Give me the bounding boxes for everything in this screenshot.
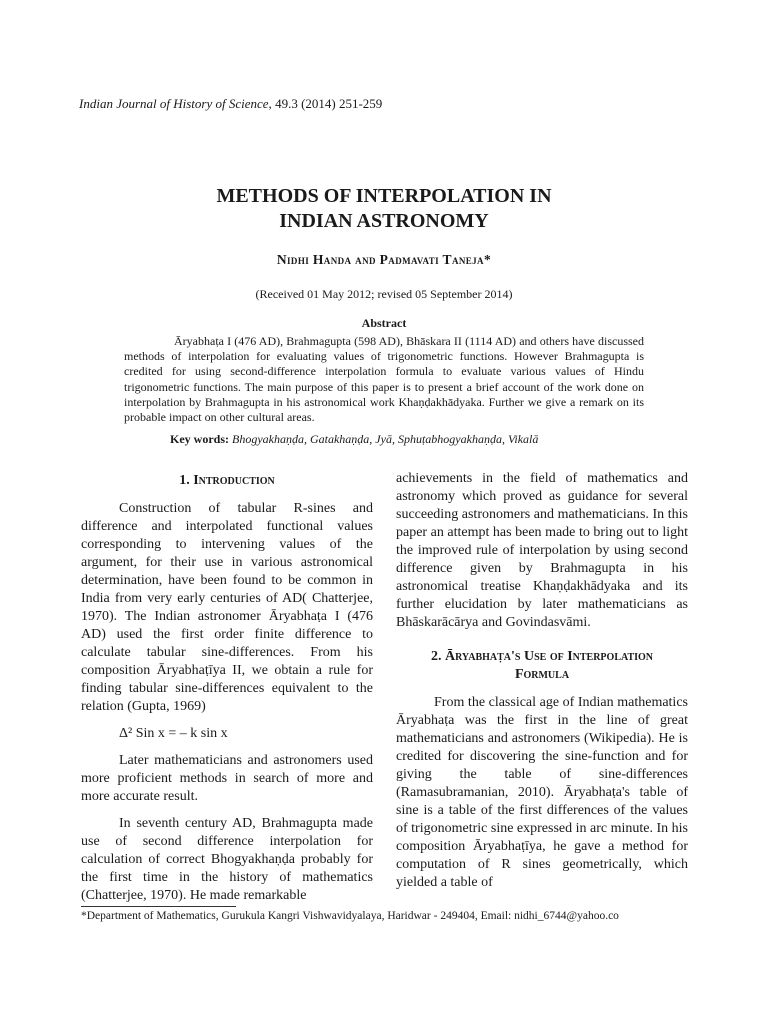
section-heading-line-2: Formula [514,667,570,682]
title-line-2: INDIAN ASTRONOMY [279,210,489,232]
keywords-label: Key words: [170,432,229,446]
keywords-list: Bhogyakhaṇḍa, Gatakhaṇḍa, Jyā, Sphuṭabhogyakhaṇḍa, Vikalā [232,432,539,446]
formula: Δ² Sin x = – k sin x [119,726,228,741]
paragraph: In seventh century AD, Brahmagupta made use of second difference interpolation for calculation of correct Bhogyakhaṇḍa probably for the first time in the history of mathematics (Chatterjee, 1970). He made remarkable [81,816,373,903]
journal-name: Indian Journal of History of Science, [79,96,272,111]
abstract-heading: Abstract [361,316,407,330]
authors: Nidhi Handa and Padmavati Taneja* [276,252,492,267]
keywords [170,432,538,447]
journal-citation [79,96,382,112]
section-heading-aryabhata [396,648,688,684]
right-column [396,470,688,901]
received-dates: (Received 01 May 2012; revised 05 September 2014) [255,287,513,301]
journal-issue: 49.3 (2014) 251-259 [275,96,383,111]
section-heading-introduction: 1. Introduction [179,473,275,488]
paragraph: Later mathematicians and astronomers used more proficient methods in search of more and more accurate result. [81,753,373,804]
paragraph-continued: achievements in the field of mathematics and astronomy which proved as guidance for several succeeding astronomers and mathematicians. In this paper an attempt has been made to bring out to light the improved rule of interpolation by using second difference given by Brahmagupta in his astronomical treatise Khaṇḍakhādyaka and its further elucidation by later mathematicians as Bhāskarācārya and Govindasvāmi. [396,471,688,630]
title-line-1: METHODS OF INTERPOLATION IN [216,185,552,207]
paper-title [0,184,768,234]
footnote: *Department of Mathematics, Gurukula Kangri Vishwavidyalaya, Haridwar - 249404, Email: nidhi_6744@yahoo.co [81,910,619,922]
section-heading-line-1: 2. Āryabhaṭa's Use of Interpolation [430,649,654,664]
abstract-body: Āryabhaṭa I (476 AD), Brahmagupta (598 AD), Bhāskara II (1114 AD) and others have discussed methods of interpolation for evaluating values of trigonometric functions. However Brahmagupta is credited for using second-difference interpolation formula to evaluate various values of Hindu trigonometric functions. The main purpose of this paper is to present a brief account of the work done on interpolation by Brahmagupta in his astronomical work Khaṇḍakhādyaka. Further we give a remark on its probable impact on other cultural areas. [124,334,644,425]
paragraph: Construction of tabular R-sines and difference and interpolated functional values corresponding to intervening values of the argument, for their use in various astronomical determination, have been found to be common in India from very early centuries of AD( Chatterjee, 1970). The Indian astronomer Āryabhaṭa I (476 AD) used the first order finite difference to calculate tabular sine-differences. From his composition Āryabhaṭīya II, we obtain a rule for finding tabular sine-differences equivalent to the relation (Gupta, 1969) [81,501,373,714]
left-column [81,470,373,914]
footnote-divider [81,906,236,907]
paragraph: From the classical age of Indian mathematics Āryabhaṭa was the first in the line of great mathematicians and astronomers (Wikipedia). He is credited for discovering the sine-function and for giving the table of sine-differences (Ramasubramanian, 2010). Āryabhaṭa's table of sine is a table of the first differences of the values of trigonometric sine expressed in arc minute. In his composition Āryabhaṭīya, he gave a method for computation of R sines geometrically, which yielded a table of [396,695,688,890]
